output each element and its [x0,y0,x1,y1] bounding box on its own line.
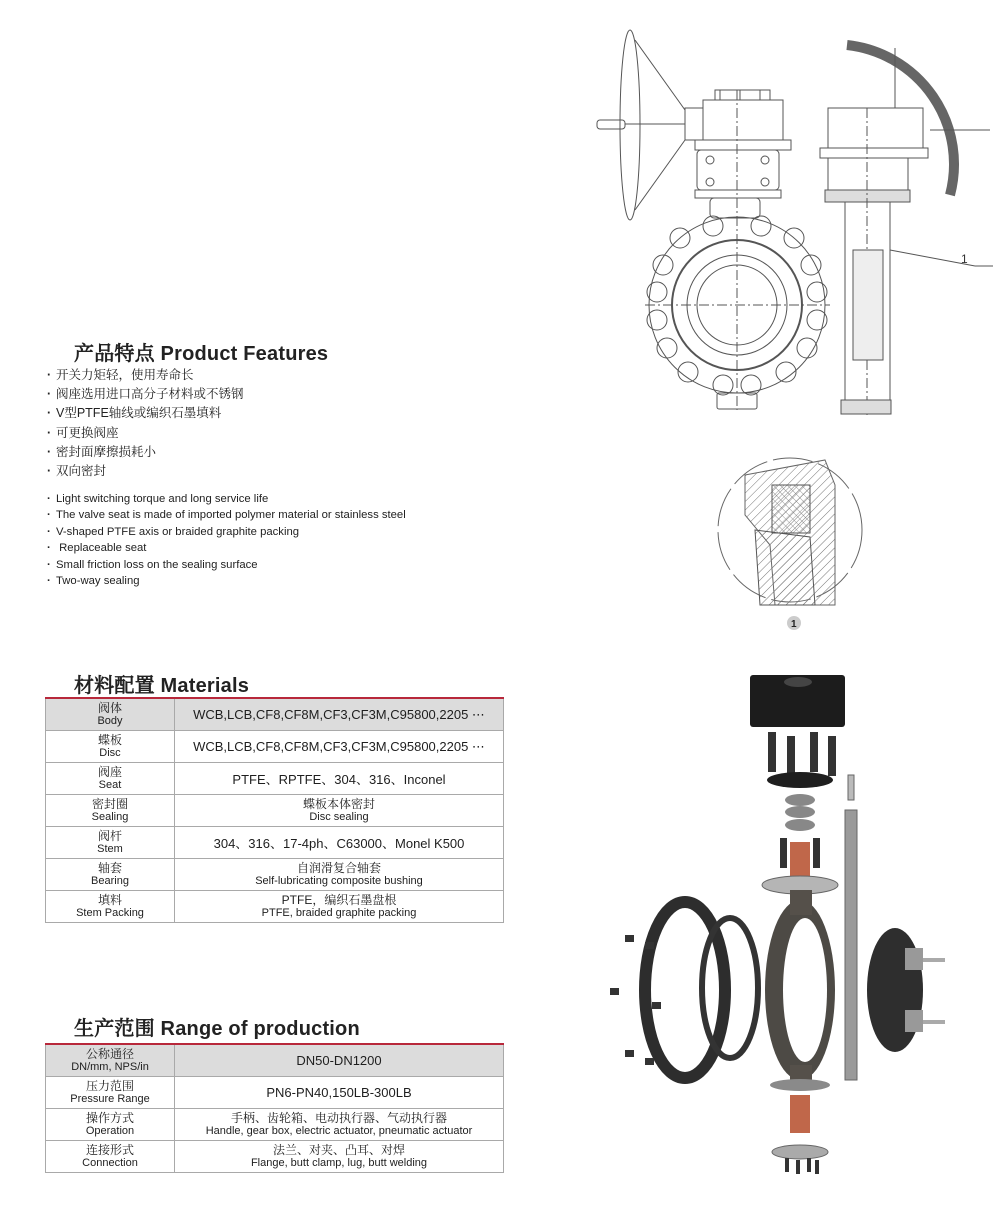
feature-cn-item: · 双向密封 [47,462,244,481]
row-value: 蝶板本体密封 Disc sealing [175,795,504,827]
row-label: 阀体 Body [46,698,175,731]
row-value: 304、316、17-4ph、C63000、Monel K500 [175,827,504,859]
exploded-view-illustration [600,670,990,1190]
table-row [46,1109,504,1141]
feature-en-item: · Replaceable seat [47,540,406,556]
features-title: 产品特点 Product Features [74,343,329,365]
feature-en-item: · The valve seat is made of imported polymer material or stainless steel [47,507,406,523]
table-row [46,1077,504,1109]
table-row [46,859,504,891]
table-row [46,827,504,859]
seal-detail-drawing [715,455,865,635]
row-value: 自润滑复合轴套 Self-lubricating composite bushing [175,859,504,891]
features-en-list [47,491,406,589]
row-value: DN50-DN1200 [175,1044,504,1077]
feature-cn-item: · 开关力矩轻，使用寿命长 [47,366,244,385]
range-title: 生产范围 Range of production [74,1018,360,1040]
table-row [46,795,504,827]
row-label: 阀杆 Stem [46,827,175,859]
feature-cn-item: · 阀座选用进口高分子材料或不锈钢 [47,385,244,404]
feature-en-item: · V-shaped PTFE axis or braided graphite packing [47,524,406,540]
table-row [46,891,504,923]
feature-cn-item: · V型PTFE轴线或编织石墨填料 [47,404,244,423]
row-label: 填料 Stem Packing [46,891,175,923]
materials-title: 材料配置 Materials [74,675,250,697]
table-row [46,763,504,795]
row-label: 密封圈 Sealing [46,795,175,827]
row-value: PTFE、RPTFE、304、316、Inconel [175,763,504,795]
row-label: 压力范围 Pressure Range [46,1077,175,1109]
features-cn-list [47,366,244,481]
feature-en-item: · Light switching torque and long service life [47,491,406,507]
table-row [46,1141,504,1173]
detail-label: 1 [791,619,797,630]
range-table [45,1043,504,1173]
valve-technical-drawing [585,20,1005,420]
row-value: PTFE，编织石墨盘根 PTFE, braided graphite packing [175,891,504,923]
row-label: 连接形式 Connection [46,1141,175,1173]
row-label: 公称通径 DN/mm, NPS/in [46,1044,175,1077]
feature-cn-item: · 密封面摩擦损耗小 [47,443,244,462]
materials-table [45,697,504,923]
table-row [46,1044,504,1077]
table-row [46,698,504,731]
row-label: 操作方式 Operation [46,1109,175,1141]
row-label: 蝶板 Disc [46,731,175,763]
callout-label: 1 [961,252,968,266]
feature-en-item: · Two-way sealing [47,573,406,589]
feature-en-item: · Small friction loss on the sealing surface [47,557,406,573]
row-label: 轴套 Bearing [46,859,175,891]
row-value: WCB,LCB,CF8,CF8M,CF3,CF3M,C95800,2205 ⋯ [175,731,504,763]
row-value: WCB,LCB,CF8,CF8M,CF3,CF3M,C95800,2205 ⋯ [175,698,504,731]
table-row [46,731,504,763]
row-label: 阀座 Seat [46,763,175,795]
row-value: PN6-PN40,150LB-300LB [175,1077,504,1109]
row-value: 法兰、对夹、凸耳、对焊 Flange, butt clamp, lug, butt welding [175,1141,504,1173]
row-value: 手柄、齿轮箱、电动执行器、气动执行器 Handle, gear box, electric actuator, pneumatic actuator [175,1109,504,1141]
feature-cn-item: · 可更换阀座 [47,424,244,443]
